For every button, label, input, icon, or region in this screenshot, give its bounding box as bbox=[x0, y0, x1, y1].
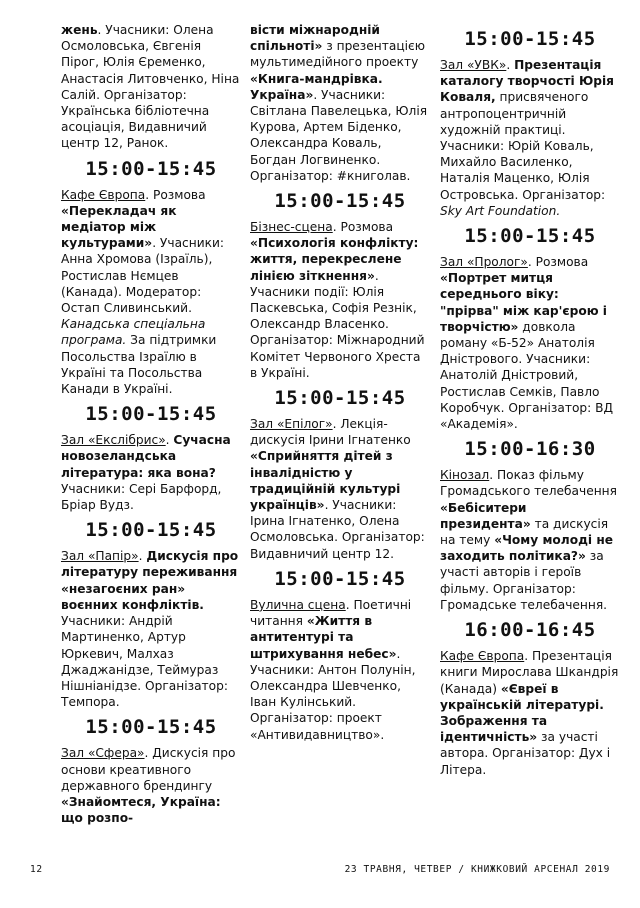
event-time: 15:00-15:45 bbox=[274, 190, 406, 213]
event-time: 15:00-15:45 bbox=[85, 403, 217, 426]
event-title: Презентація каталогу творчості Юрія Коваля, bbox=[440, 58, 614, 105]
event-time: 15:00-15:45 bbox=[464, 28, 596, 50]
venue-name: Кафе Європа bbox=[61, 187, 146, 202]
event-title: «Життя в антитентурі та штрихування небес» bbox=[250, 614, 397, 661]
event-text: Бізнес-сцена. Розмова «Психологія конфлікту: життя, перекреслене лінією зіткнення». Учасники події: Юлія Паскевська, Софія Резнік, Олександр Власенко. Організатор: Міжнародний Комітет Червоного Хреста в Україні. bbox=[250, 220, 425, 380]
event-title: «Знайомтеся, Україна: що розпо- bbox=[61, 794, 221, 826]
event-block bbox=[250, 416, 430, 562]
event-text: жень. Учасники: Олена Осмоловська, Євгенія Пірог, Юлія Єременко, Анастасія Литовченко, Ніна Салій. Організатор: Українська бібліотечна асоціація, Видавничий центр 12, Ранок. bbox=[61, 23, 240, 151]
event-block bbox=[61, 187, 241, 398]
event-block bbox=[440, 254, 620, 432]
event-title: «Портрет митця середнього віку: "прірва" між кар'єрою і творчістю» bbox=[440, 271, 607, 334]
venue-name: Зал «Епілог» bbox=[250, 417, 333, 432]
event-continued bbox=[250, 22, 430, 184]
event-time: 15:00-15:45 bbox=[85, 716, 217, 739]
page-number: 12 bbox=[30, 864, 43, 875]
event-continued bbox=[61, 22, 241, 152]
venue-name: Зал «УВК» bbox=[440, 58, 507, 72]
event-text: Зал «Сфера». Дискусія про основи креативного державного брендингу «Знайомтеся, Україна: що розпо- bbox=[61, 746, 236, 826]
event-text: Кафе Європа. Розмова «Перекладач як медіатор між культурами». Учасники: Анна Хромова (Ізраїль), Ростислав Нємцев (Канада). Модератор: Остап Сливинський. Канадська спеціальна програма. За підтримки Посольства Ізраїлю в Україні та Посольства Канади в Україні. bbox=[61, 187, 225, 397]
event-time: 15:00-15:45 bbox=[464, 225, 596, 248]
event-title: «Чому молоді не заходить політика?» bbox=[440, 533, 614, 564]
venue-name: Вулична сцена bbox=[250, 597, 346, 612]
column-2 bbox=[250, 22, 430, 743]
event-title: «Сприйняття дітей з інвалідністю у традиційній культурі українців» bbox=[250, 449, 401, 513]
venue-name: Зал «Екслібрис» bbox=[61, 433, 166, 448]
event-block bbox=[250, 597, 430, 743]
venue-name: Кінозал bbox=[440, 468, 490, 483]
event-time: 15:00-15:45 bbox=[85, 519, 217, 542]
event-block bbox=[250, 219, 430, 381]
event-block bbox=[440, 57, 620, 219]
event-title: Сучасна новозеландська література: яка вона? bbox=[61, 433, 231, 480]
event-block bbox=[61, 432, 241, 513]
event-title: «Бебіситери президента» bbox=[440, 500, 531, 531]
event-block bbox=[61, 548, 241, 710]
venue-name: Зал «Сфера» bbox=[61, 746, 145, 761]
event-text: Кінозал. Показ фільму Громадського телебачення «Бебіситери президента» та дискусія на тему «Чому молоді не заходить політика?» за участі авторів і героїв фільму. Організатор: Громадське телебачення. bbox=[440, 468, 617, 612]
venue-name: Зал «Пролог» bbox=[440, 255, 528, 270]
event-title: «Психологія конфлікту: життя, перекреслене лінією зіткнення» bbox=[250, 236, 419, 283]
event-text: Вулична сцена. Поетичні читання «Життя в антитентурі та штрихування небес». Учасники: Антон Полунін, Олександра Шевченко, Іван Кулінський. Організатор: проект «Антивидавництво». bbox=[250, 597, 416, 742]
venue-name: Кафе Європа bbox=[440, 649, 525, 664]
event-title: вісти міжнародній спільноті» bbox=[250, 23, 380, 54]
event-title: Дискусія про літературу переживання «незагоєних ран» воєнних конфліктів. bbox=[61, 549, 239, 612]
column-3 bbox=[440, 22, 620, 778]
column-1 bbox=[61, 22, 241, 826]
event-text: вісти міжнародній спільноті» з презентацією мультимедійного проекту «Книга-мандрівка. Україна». Учасники: Світлана Павелецька, Юлія Курова, Артем Біденко, Олександра Коваль, Богдан Логвиненко. Організатор: #книголав. bbox=[250, 23, 428, 183]
event-time: 15:00-15:45 bbox=[85, 157, 217, 180]
event-title: жень bbox=[61, 23, 98, 37]
venue-name: Зал «Папір» bbox=[61, 549, 139, 564]
event-text: Зал «Екслібрис». Сучасна новозеландська література: яка вона? Учасники: Серi Барфорд, Бріар Вудз. bbox=[61, 433, 231, 513]
program-note: Канадська спеціальна програма. bbox=[61, 317, 206, 348]
event-block bbox=[440, 467, 620, 613]
event-time: 15:00-15:45 bbox=[274, 567, 406, 590]
footer-text: 23 ТРАВНЯ, ЧЕТВЕР / КНИЖКОВИЙ АРСЕНАЛ 2019 bbox=[344, 864, 610, 875]
event-title: «Євреї в українській літературі. Зображення та ідентичність» bbox=[440, 681, 604, 745]
event-time: 15:00-16:30 bbox=[464, 438, 596, 461]
event-title: «Книга-мандрівка. Україна» bbox=[250, 71, 383, 102]
event-block bbox=[61, 745, 241, 826]
event-title: «Перекладач як медіатор між культурами» bbox=[61, 203, 177, 251]
event-text: Зал «Пролог». Розмова «Портрет митця середнього віку: "прірва" між кар'єрою і творчістю» довкола роману «Б-52» Анатолія Дністрового. Учасники: Анатолій Дністровий, Ростислав Семків, Павло Коробчук. Організатор: ВД «Академія». bbox=[440, 255, 613, 432]
organizer-name: Sky Art Foundation. bbox=[440, 203, 561, 218]
event-text: Зал «Епілог». Лекція-дискусія Ірини Ігнатенко «Сприйняття дітей з інвалідністю у традиційній культурі українців». Учасники: Ірина Ігнатенко, Олена Осмоловська. Організатор: Видавничий центр 12. bbox=[250, 417, 425, 561]
venue-name: Бізнес-сцена bbox=[250, 220, 333, 235]
event-block bbox=[440, 648, 620, 778]
event-time: 16:00-16:45 bbox=[464, 619, 596, 642]
event-text: Зал «Папір». Дискусія про літературу переживання «незагоєних ран» воєнних конфліктів. Учасники: Андрій Мартиненко, Артур Юркевич, Малхаз Джаджанідзе, Теймураз Нішніанідзе. Організатор: Темпора. bbox=[61, 549, 239, 710]
event-text: Кафе Європа. Презентація книги Мирослава Шкандрія (Канада) «Євреї в українській літературі. Зображення та ідентичність» за участі автора. Організатор: Дух і Літера. bbox=[440, 649, 619, 777]
event-text: Зал «УВК». Презентація каталогу творчості Юрія Коваля, присвяченого антропоцентричній художній практиці. Учасники: Юрій Коваль, Михайло Василенко, Наталія Маценко, Юлія Островська. Організатор: Sky Art Foundation. bbox=[440, 58, 614, 218]
event-time: 15:00-15:45 bbox=[274, 387, 406, 410]
